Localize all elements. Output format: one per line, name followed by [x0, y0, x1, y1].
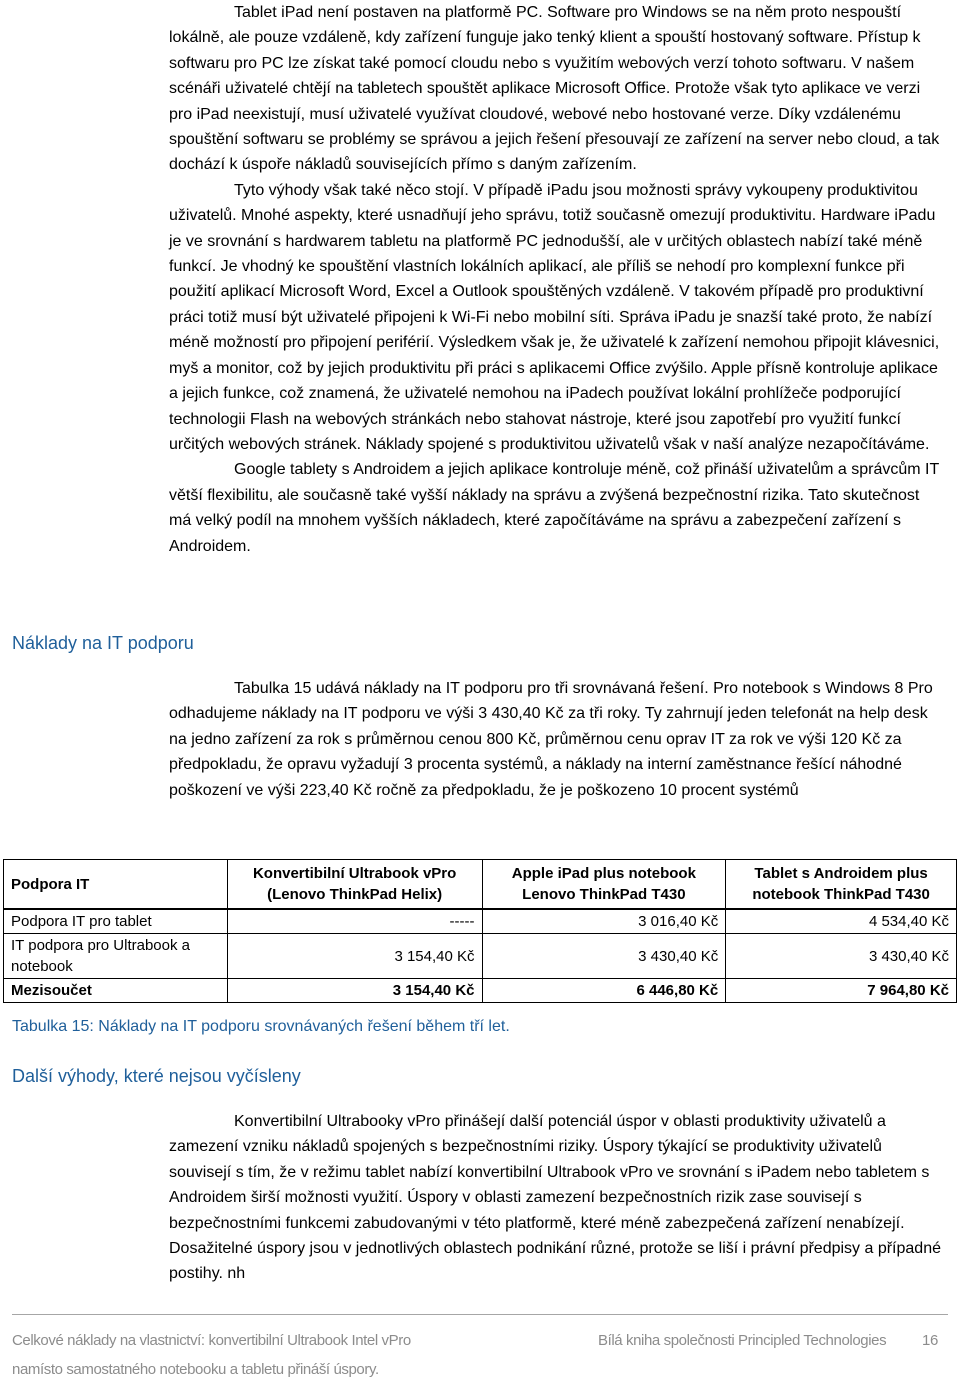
- table-header-row: [4, 860, 957, 910]
- table-row: [4, 934, 957, 979]
- footer-publisher: Bílá kniha společnosti Principled Technologies: [598, 1332, 887, 1349]
- table-row-subtotal: [4, 979, 957, 1003]
- paragraph-ipad-platform: Tablet iPad není postaven na platformě PC. Software pro Windows se na něm proto nespouští lokálně, ale pouze vzdáleně, kdy zařízení funguje jako tenký klient a spouští hostovaný software. Přístup k softwaru pro PC lze získat také pomocí cloudu nebo s využitím webových verzí tohoto softwaru. V našem scénáři uživatelé chtějí na tabletech spouštět aplikace Microsoft Office. Protože však tyto aplikace ve verzi pro iPad neexistují, musí uživatelé využívat cloudové, webové nebo hostované verze. Díky vzdálenému spouštění softwaru se problémy se správou a jejich řešení přesouvají ze zařízení na server nebo cloud, a tak dochází k úspoře nákladů souvisejících přímo s daným zařízením.: [169, 4, 940, 174]
- cell-value: 6 446,80 Kč: [482, 979, 726, 1003]
- table-row: [4, 909, 957, 934]
- paragraph-other-benefits: Konvertibilní Ultrabooky vPro přinášejí další potenciál úspor v oblasti produktivity uživatelů a zamezení vzniku nákladů spojených s bezpečnostními riziky. Úspory týkající se produktivity uživatelů souvisejí s tím, že v režimu tablet nabízí konvertibilní Ultrabook vPro ve srovnání s iPadem nebo tabletem s Androidem širší možnosti využití. Úspory v oblasti zamezení bezpečnostních rizik zase souvisejí s bezpečnostními funkcemi zabudovanými v této platformě, které méně zabezpečená zařízení nenabízejí. Dosažitelné úspory jsou v jednotlivých oblastech podnikání různé, protože se liší i právní předpisy a případné postihy. nh: [169, 1113, 941, 1283]
- table-header-label: Podpora IT: [4, 860, 228, 910]
- column-header-android: Tablet s Androidem plus notebook ThinkPad T430: [726, 860, 957, 910]
- cell-value: 3 016,40 Kč: [482, 909, 726, 934]
- footer-page-number: 16: [922, 1332, 938, 1349]
- cell-value: 7 964,80 Kč: [726, 979, 957, 1003]
- section-heading-other-benefits: Další výhody, které nejsou vyčísleny: [12, 1066, 301, 1086]
- paragraph-ipad-costs: Tyto výhody však také něco stojí. V případě iPadu jsou možnosti správy vykoupeny produktivitou uživatelů. Mnohé aspekty, které usnadňují jeho správu, totiž současně omezují produktivitu. Hardware iPadu je ve srovnání s hardwarem tabletu na platformě PC jednodušší, ale v určitých oblastech nabízí také méně funkcí. Je vhodný ke spouštění vlastních lokálních aplikací, ale příliš se nehodí pro komplexní funkce při použití aplikací Microsoft Word, Excel a Outlook spouštěných vzdáleně. V takovém případě pro produktivní práci totiž musí být uživatelé připojeni k Wi-Fi nebo mobilní síti. Správa iPadu je snazší také proto, že nabízí méně možností pro připojení periférií. Výsledkem však je, že uživatelé k zařízení nemohou připojit klávesnici, myš a monitor, což by jejich produktivitu při práci s aplikacemi Office zvýšilo. Apple přísně kontroluje aplikace a jejich funkce, což znamená, že uživatelé nemohou na iPadech používat lokální prohlížeče podporující technologii Flash na webových stránkách nebo stahovat nástroje, které jsou zapotřebí pro využití funkcí určitých webových stránek. Náklady spojené s produktivitou uživatelů však v naší analýze nezapočítáváme.: [169, 181, 940, 453]
- cell-value: 3 430,40 Kč: [726, 934, 957, 979]
- table-caption: Tabulka 15: Náklady na IT podporu srovnávaných řešení během tří let.: [12, 1018, 510, 1035]
- footer-title-line1: Celkové náklady na vlastnictví: konvertibilní Ultrabook Intel vPro: [12, 1332, 411, 1349]
- intro-text: [169, 0, 945, 559]
- cell-value: 3 430,40 Kč: [482, 934, 726, 979]
- section-heading-it-support: Náklady na IT podporu: [12, 633, 194, 653]
- other-benefits-text: [169, 1109, 945, 1287]
- it-support-cost-table: [3, 859, 957, 1003]
- paragraph-it-support: Tabulka 15 udává náklady na IT podporu pro tři srovnávaná řešení. Pro notebook s Windows 8 Pro odhadujeme náklady na IT podporu ve výši 3 430,40 Kč za tři roky. Ty zahrnují jeden telefonát na help desk na jedno zařízení za rok s průměrnou cenou 800 Kč, průměrnou cenu oprav IT za rok ve výši 120 Kč za předpokladu, že opravu vyžadují 3 procenta systémů, a náklady na interní zaměstnance řešící náhodné poškození ve výši 223,40 Kč ročně za předpokladu, že je poškozeno 10 procent systémů: [169, 680, 933, 799]
- column-header-ipad: Apple iPad plus notebook Lenovo ThinkPad T430: [482, 860, 726, 910]
- support-text: [169, 676, 945, 803]
- cell-value: 3 154,40 Kč: [227, 979, 482, 1003]
- cell-value: -----: [227, 909, 482, 934]
- row-label: IT podpora pro Ultrabook a notebook: [4, 934, 228, 979]
- row-label: Mezisoučet: [4, 979, 228, 1003]
- cell-value: 3 154,40 Kč: [227, 934, 482, 979]
- row-label: Podpora IT pro tablet: [4, 909, 228, 934]
- cell-value: 4 534,40 Kč: [726, 909, 957, 934]
- column-header-ultrabook: Konvertibilní Ultrabook vPro (Lenovo ThinkPad Helix): [227, 860, 482, 910]
- footer-divider: [12, 1314, 948, 1315]
- paragraph-android: Google tablety s Androidem a jejich aplikace kontroluje méně, což přináší uživatelům a správcům IT větší flexibilitu, ale současně také vyšší náklady na správu a zvýšená bezpečnostní rizika. Tato skutečnost má velký podíl na mnohem vyšších nákladech, které započítáváme na správu a zabezpečení zařízení s Androidem.: [169, 461, 939, 555]
- footer-title-line2: namísto samostatného notebooku a tabletu přináší úspory.: [12, 1361, 379, 1378]
